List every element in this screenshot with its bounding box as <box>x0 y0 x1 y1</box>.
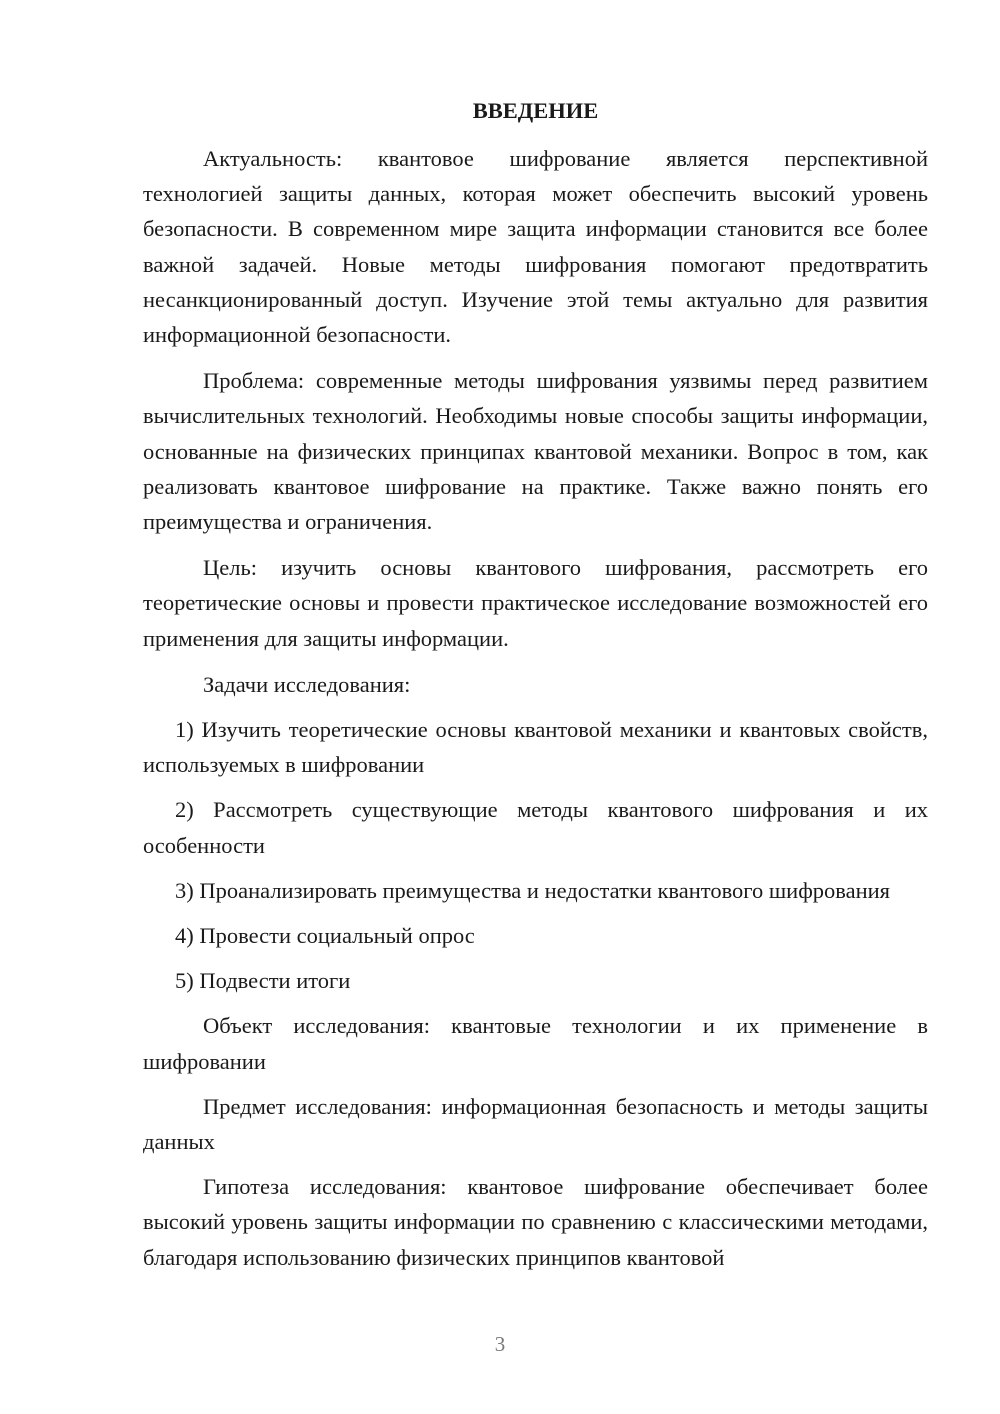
subject-paragraph: Предмет исследования: информационная безопасность и методы защиты данных <box>143 1093 928 1155</box>
task-item-2: 2) Рассмотреть существующие методы квантового шифрования и их особенности <box>143 797 928 858</box>
task-item-4: 4) Провести социальный опрос <box>175 923 475 949</box>
hypothesis-paragraph: Гипотеза исследования: квантовое шифрование обеспечивает более высокий уровень защиты информации по сравнению с классическими методами, благодаря использованию физических принципов квантовой <box>143 1174 928 1270</box>
page-number: 3 <box>494 1332 506 1356</box>
goal-paragraph: Цель: изучить основы квантового шифрования, рассмотреть его теоретические основы и провести практическое исследование возможностей его применения для защиты информации. <box>143 555 928 651</box>
task-item-3: 3) Проанализировать преимущества и недостатки квантового шифрования <box>175 877 891 903</box>
document-body <box>143 141 928 1275</box>
problem-paragraph: Проблема: современные методы шифрования уязвимы перед развитием вычислительных технологий. Необходимы новые способы защиты информации, основанные на физических принципах квантовой механики. Вопрос в том, как реализовать квантовое шифрование на практике. Также важно понять его преимущества и ограничения. <box>143 368 928 535</box>
object-paragraph: Объект исследования: квантовые технологии и их применение в шифровании <box>143 1013 928 1074</box>
tasks-heading: Задачи исследования: <box>203 671 411 697</box>
task-item-5: 5) Подвести итоги <box>175 968 351 994</box>
relevance-paragraph: Актуальность: квантовое шифрование является перспективной технологией защиты данных, которая может обеспечить высокий уровень безопасности. В современном мире защита информации становится все более важной задачей. Новые методы шифрования помогают предотвратить несанкционированный доступ. Изучение этой темы актуально для развития информационной безопасности. <box>143 146 928 348</box>
task-item-1: 1) Изучить теоретические основы квантовой механики и квантовых свойств, используемых в шифровании <box>143 717 928 778</box>
section-title: ВВЕДЕНИЕ <box>472 98 599 123</box>
